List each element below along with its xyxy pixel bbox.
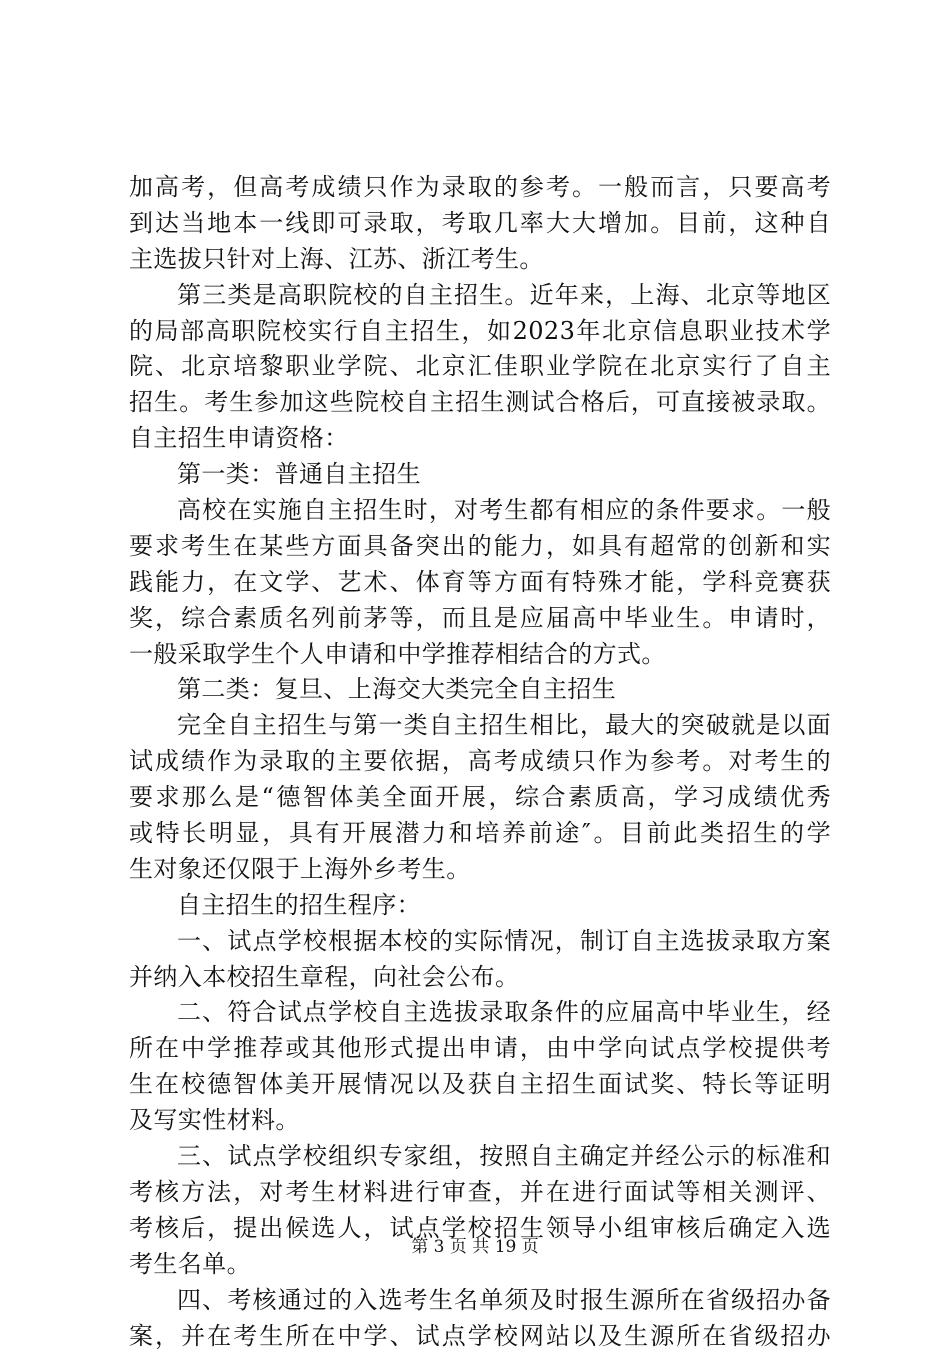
text-line: 第一类：普通自主招生 xyxy=(129,457,831,493)
text-line: 案，并在考生所在中学、试点学校网站以及生源所在省级招办 xyxy=(129,1319,831,1354)
text-line: 自主招生申请资格： xyxy=(129,421,831,457)
text-line: 或特长明显，具有开展潜力和培养前途″。目前此类招生的学 xyxy=(129,816,831,852)
document-body xyxy=(129,170,831,1354)
page-footer: 第 3 页 共 19 页 xyxy=(0,1232,950,1257)
text-line: 并纳入本校招生章程，向社会公布。 xyxy=(129,960,831,996)
text-line: 的局部高职院校实行自主招生，如2023年北京信息职业技术学 xyxy=(129,314,831,350)
text-line: 招生。考生参加这些院校自主招生测试合格后，可直接被录取。 xyxy=(129,385,831,421)
text-line: 到达当地本一线即可录取，考取几率大大增加。目前，这种自 xyxy=(129,206,831,242)
text-line: 所在中学推荐或其他形式提出申请，由中学向试点学校提供考 xyxy=(129,1031,831,1067)
text-line: 自主招生的招生程序： xyxy=(129,888,831,924)
text-line: 及写实性材料。 xyxy=(129,1103,831,1139)
text-line: 奖，综合素质名列前茅等，而且是应届高中毕业生。申请时， xyxy=(129,601,831,637)
text-line: 践能力，在文学、艺术、体育等方面有特殊才能，学科竞赛获 xyxy=(129,565,831,601)
text-line: 一般采取学生个人申请和中学推荐相结合的方式。 xyxy=(129,637,831,673)
text-line: 院、北京培黎职业学院、北京汇佳职业学院在北京实行了自主 xyxy=(129,349,831,385)
text-line: 四、考核通过的入选考生名单须及时报生源所在省级招办备 xyxy=(129,1283,831,1319)
text-line: 生对象还仅限于上海外乡考生。 xyxy=(129,852,831,888)
text-line: 高校在实施自主招生时，对考生都有相应的条件要求。一般 xyxy=(129,493,831,529)
text-line: 考核方法，对考生材料进行审查，并在进行面试等相关测评、 xyxy=(129,1175,831,1211)
text-line: 第二类：复旦、上海交大类完全自主招生 xyxy=(129,672,831,708)
text-line: 第三类是高职院校的自主招生。近年来，上海、北京等地区 xyxy=(129,278,831,314)
text-line: 加高考，但高考成绩只作为录取的参考。一般而言，只要高考 xyxy=(129,170,831,206)
text-line: 考核后，提出候选人，试点学校招生领导小组审核后确定入选 xyxy=(129,1211,831,1247)
text-line: 一、试点学校根据本校的实际情况，制订自主选拔录取方案 xyxy=(129,924,831,960)
text-line: 试成绩作为录取的主要依据，高考成绩只作为参考。对考生的 xyxy=(129,744,831,780)
text-line: 要求考生在某些方面具备突出的能力，如具有超常的创新和实 xyxy=(129,529,831,565)
text-line: 主选拔只针对上海、江苏、浙江考生。 xyxy=(129,242,831,278)
text-line: 完全自主招生与第一类自主招生相比，最大的突破就是以面 xyxy=(129,708,831,744)
text-line: 生在校德智体美开展情况以及获自主招生面试奖、特长等证明 xyxy=(129,1067,831,1103)
text-line: 考生名单。 xyxy=(129,1247,831,1283)
text-line: 二、符合试点学校自主选拔录取条件的应届高中毕业生，经 xyxy=(129,995,831,1031)
text-line: 要求那么是“德智体美全面开展，综合素质高，学习成绩优秀 xyxy=(129,780,831,816)
text-line: 三、试点学校组织专家组，按照自主确定并经公示的标准和 xyxy=(129,1139,831,1175)
